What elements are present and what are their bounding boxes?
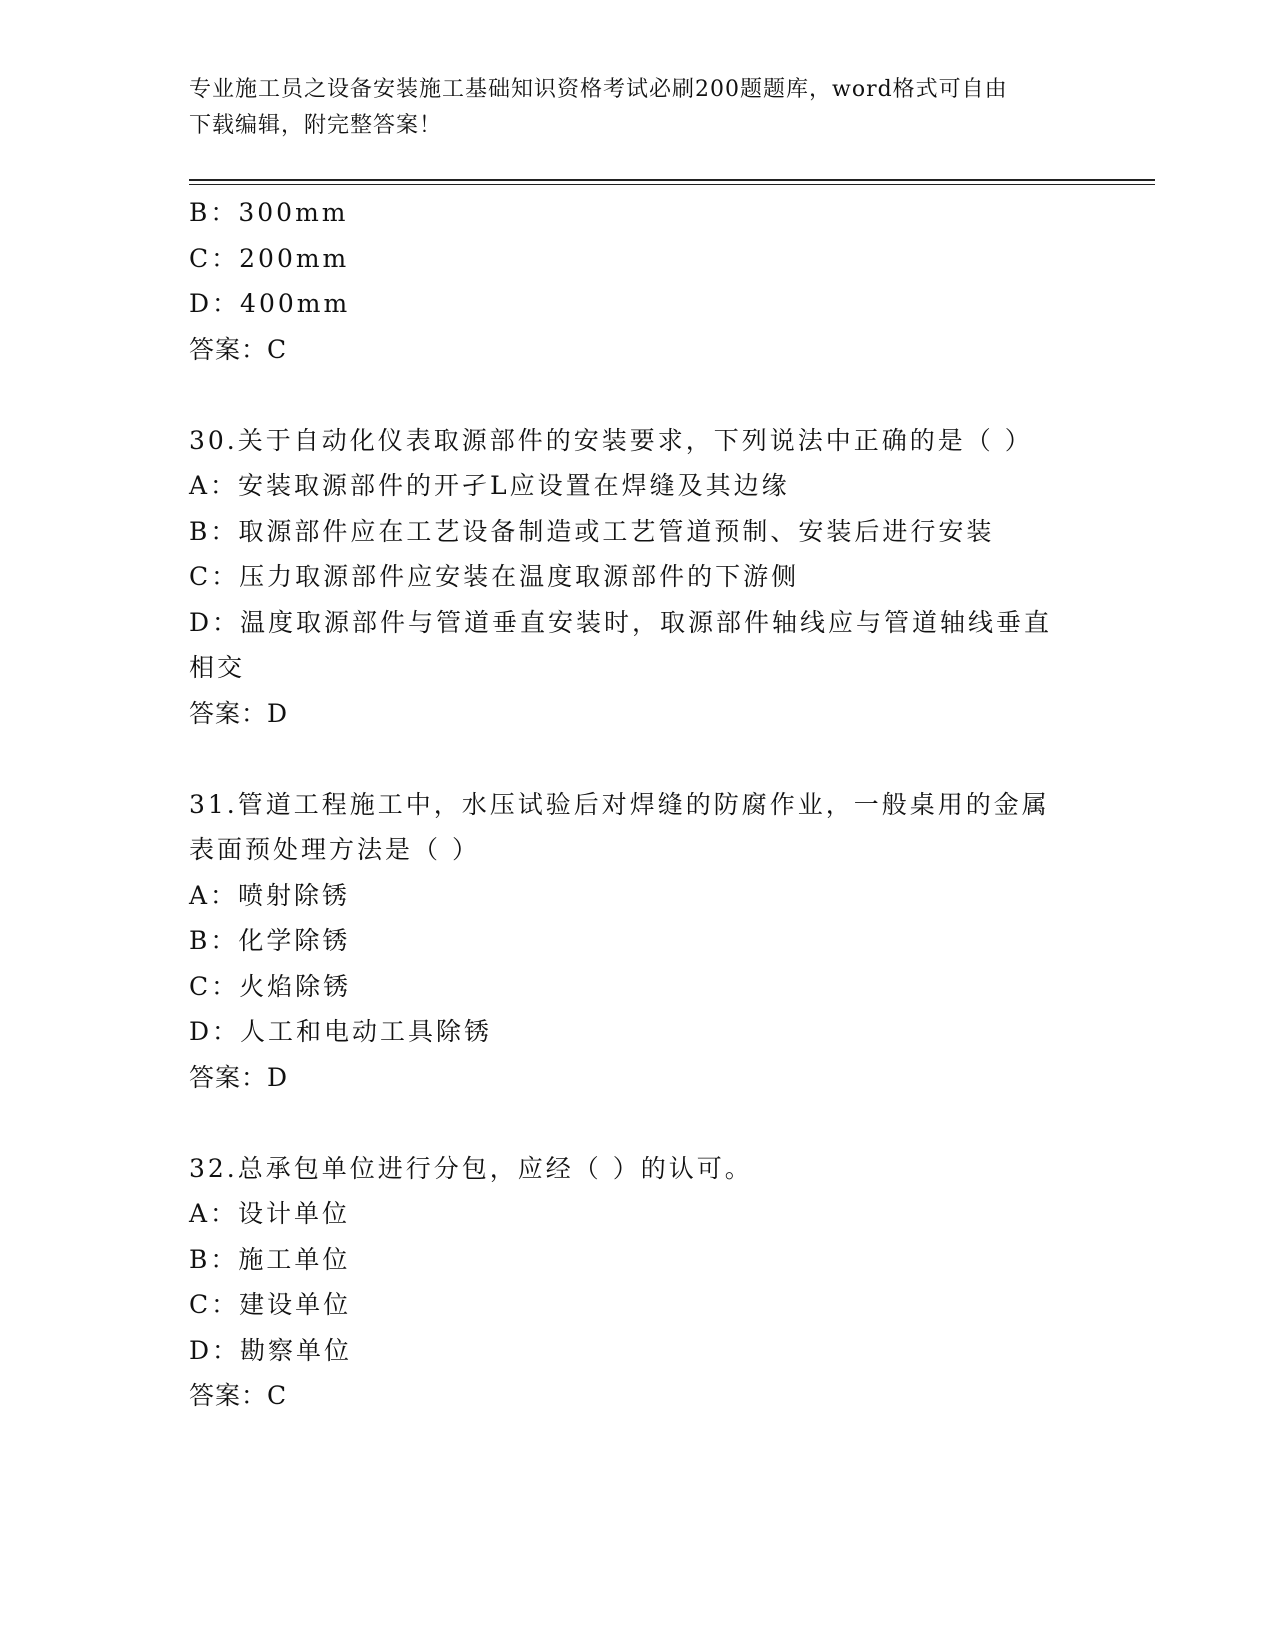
option-c: C：压力取源部件应安装在温度取源部件的下游侧 xyxy=(189,562,800,591)
page-header xyxy=(189,72,1089,144)
header-line-1: 专业施工员之设备安装施工基础知识资格考试必刷200题题库，word格式可自由 xyxy=(189,77,1008,102)
question-stem-line-1: 31.管道工程施工中，水压试验后对焊缝的防腐作业，一般桌用的金属 xyxy=(189,789,1050,819)
option-b: B：300mm xyxy=(189,198,349,227)
answer: 答案：D xyxy=(189,1062,289,1092)
option-b: B：化学除锈 xyxy=(189,926,351,955)
question-32 xyxy=(189,1146,1089,1419)
answer: 答案：C xyxy=(189,334,288,364)
option-d: D：勘察单位 xyxy=(189,1335,353,1365)
question-list xyxy=(189,190,1089,1419)
option-b: B：施工单位 xyxy=(189,1244,351,1274)
option-d: D：人工和电动工具除锈 xyxy=(189,1017,493,1046)
answer: 答案：C xyxy=(189,1381,288,1410)
option-a: A：安装取源部件的开孑L应设置在焊缝及其边缘 xyxy=(189,471,790,500)
option-d: D：400mm xyxy=(189,289,351,318)
option-c: C：200mm xyxy=(189,243,350,273)
question-30 xyxy=(189,418,1089,737)
question-31 xyxy=(189,782,1089,1101)
header-divider-thick xyxy=(189,179,1155,181)
question-stem: 32.总承包单位进行分包，应经（ ）的认可。 xyxy=(189,1153,753,1183)
header-divider-thin xyxy=(189,184,1155,185)
option-d-line-2: 相交 xyxy=(189,653,246,682)
option-c: C：火焰除锈 xyxy=(189,971,352,1001)
question-stem-line-2: 表面预处理方法是（ ） xyxy=(189,835,480,864)
answer: 答案：D xyxy=(189,698,289,728)
option-a: A：设计单位 xyxy=(189,1199,351,1228)
option-a: A：喷射除锈 xyxy=(189,880,351,910)
header-line-2: 下载编辑，附完整答案！ xyxy=(189,113,443,138)
option-d-line-1: D：温度取源部件与管道垂直安装时，取源部件轴线应与管道轴线垂直 xyxy=(189,607,1053,637)
question-stem: 30.关于自动化仪表取源部件的安装要求，下列说法中正确的是（ ） xyxy=(189,425,1033,455)
option-c: C：建设单位 xyxy=(189,1290,352,1319)
option-b: B：取源部件应在工艺设备制造或工艺管道预制、安装后进行安装 xyxy=(189,516,995,546)
question-29-continued xyxy=(189,190,1089,372)
